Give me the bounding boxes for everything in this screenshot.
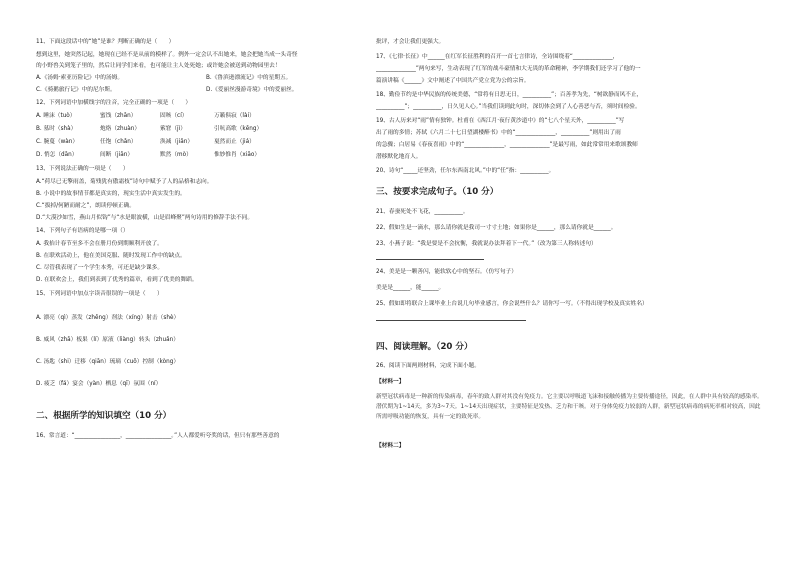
question-15: 15、下列词语中加点字读音很误的一项是（ ） [36,291,163,297]
answer-line[interactable] [376,320,526,321]
question-19-line-3: 的急骤；白居易《春夜喜雨》中的“______________，______________”是最写雨，如此常常用来歌颂教师 [376,142,638,148]
word: 涣减（jiǎn） [160,139,194,145]
question-12: 12、下列词语中加横线字的注音，完全正确的一项是（ ） [36,100,192,106]
question-12-option-d[interactable] [36,151,376,160]
word: 蜜饯（zhān） [100,113,137,119]
word: 惟妙惟肖（xiāo） [214,152,261,158]
question-24: 24、美是是一颗善闪，能软软心中的坚石。（仿写句子） [376,269,517,275]
word: B. 墓时（shà） [36,126,77,132]
word: 萦窘（jì） [160,126,186,132]
question-19-line-4: 潜移默化地育人。 [376,154,422,160]
question-14-option-b[interactable]: B. 在联欢活动上，他在美国克服、随时发现工作中的缺点。 [36,253,186,259]
question-15-option-b[interactable]: B. 威风（zhā）板果（lí）原液（liàng）转头（zhuǎn） [36,337,179,343]
question-11-passage-line-2: 的小野兽关到笼子里的，然后让同学们来看，也可能让主人处死她；或许她会被送到动物园里去！ [36,63,281,69]
section-2-heading: 二、根据所学的知识填空（10 分） [36,411,172,421]
material-1-text: 新型冠状病毒是一种新的传染病毒，春年的致人群对其没有免疫力。它主要以呼吸道飞沫和接触传播为主要传播途径，因此，在人群中具有较高的感染率。潜伏期为1~14天，多为3~7天。1~14天出现症状，主要特征是发热、乏力和干咳。对于身体免疫力较弱的人群，新型冠状病毒的病死率相对较高，因此所需呼吸功能的恢复，具有一定的致死率。 [376,394,763,420]
question-14-option-c[interactable]: C. 尽管我表现了一个学生本秀，可还是缺少课多。 [36,265,164,271]
section-3-heading: 三、按要求完成句子。（10 分） [376,187,499,197]
question-12-option-b[interactable] [36,125,376,134]
question-16: 16、常言道：“________________，________________。”人人都爱听夸奖的话，但只有那些善意的 [36,433,280,439]
word: 固咳（cí） [160,113,188,119]
word: 间断（jiān） [100,152,134,158]
question-12-option-a[interactable] [36,112,376,121]
word: 炮烙（zhuàn） [100,126,141,132]
question-18-line-2: __________”；__________，日久见人心。”当我们读到此句时，深切体会到了人心善恶与否，须时间检验。 [376,104,641,110]
question-13-option-a[interactable]: A.“荷尽已无擎雨盖，菊残犹有傲霜枝”诗句中赋予了人的品格和志向。 [36,179,213,185]
question-13-option-c[interactable]: C.“拔掉/何陋而耐之”，朗读停顿正确。 [36,203,135,209]
question-26: 26、阅读下面两则材料，完成下面小题。 [376,363,480,369]
word: C. 腕蔓（wàn） [36,139,79,145]
question-25: 25、假如即将联合上课毕业上台说几句毕业感言，你会说些什么？请你写一写。（不得出现学校及真实姓名） [376,301,648,307]
question-14-option-d[interactable]: D. 在联欢会上，我们到表到了优秀的篇章，看到了优美的舞蹈。 [36,277,198,283]
question-15-option-d[interactable]: D. 疲乏（fá）宴会（yàn）栖息（qī）氛围（ní） [36,381,162,387]
option-c[interactable]: C.《骑鹅旅行记》中的尼尔斯。 [36,87,116,93]
answer-line[interactable] [376,259,484,260]
word: 默然（mò） [160,152,192,158]
question-15-option-a[interactable]: A. 漂亮（qì）蒸发（zhēng）剂法（xíng）射击（shè） [36,315,180,321]
question-14: 14、下列句子有语病的是哪一项（） [36,228,129,234]
question-17-line-1: 17、《七律·长征》中______在红军长征胜利的召开一首七言律诗，全诗围绕着“______________， [376,54,619,60]
question-23: 23、小燕子说：“我是要是不会抗衡，我就说办法拜着下一代。”（改为第三人称转述句） [376,241,597,247]
question-12-option-c[interactable] [36,138,376,147]
question-11-passage-line-1: 想到这里，她突然记起，她现在已经不是从前的模样了。例外一定会认不出她来，她会把她当成一头奇怪 [36,52,298,58]
word: 引吭高歌（kēng） [214,126,263,132]
material-2-label: 【材料二】 [376,443,405,449]
question-14-option-a[interactable]: A. 我抬计春节至多不会在册月份到期顺利开放了。 [36,241,163,247]
word: 万籁俱寂（lài） [214,113,255,119]
question-15-option-c[interactable]: C. 汤匙（shi）迁移（qiān）琉璃（cuō）控制（kòng） [36,359,180,365]
question-19-line-1: 19、古人历来对“雨”情有独钟。杜甫在《西江月·夜行黄沙道中》的“七八个星天外，__________”写 [376,118,625,124]
question-11-options-row-1 [36,74,376,83]
word: A. 睡沫（tuò） [36,113,76,119]
word: 戛然而止（jiá） [214,139,255,145]
option-a[interactable]: A.《汤姆·索亚历险记》中的汤姆。 [36,75,124,81]
option-d[interactable]: D.《爱丽丝漫游奇境》中的爱丽丝。 [206,87,298,93]
material-1-label: 【材料一】 [376,379,405,385]
question-17-line-3: 篇演讲稿《______》文中阐述了中国共产党立党为公的宗旨。 [376,78,530,84]
question-13: 13、下列说法正确的一项是（ ） [36,166,129,172]
question-24-template: 美是是______，能______。 [376,285,445,291]
question-20: 20、诗句“_____还坚劲，任尔东西南北风。”中的“任”指：__________。 [376,168,555,174]
question-22: 22、假如生是一滴水，那么请你就是我司一寸寸土地；如果你是______，那么请你就是______。 [376,225,617,231]
question-18-line-1: 18、勤俭节约是中华民族的传统美德，“常将有日思无日，__________”；百善孝为先，“树欲静而风不止， [376,92,643,98]
question-21: 21、春蚕死处不飞花，__________。 [376,209,469,215]
word: 任饱（chǎn） [100,139,137,145]
question-16-continued: 批评，才会让我们更强大。 [376,39,445,45]
option-b[interactable]: B.《鲁滨逊漂流记》中的星期五。 [206,75,292,81]
section-4-heading: 四、阅读理解。（20 分） [376,342,473,352]
question-11: 11、下面这段话中的“她”是谁？判断正确的是（ ） [36,39,175,45]
question-11-options-row-2 [36,86,376,95]
word: D. 悄怎（dān） [36,152,78,158]
question-13-option-d[interactable]: D.“大漠沙如雪，燕山月似钩”与“水是眼波横，山是眉峰聚”两句诗用的修辞手法不同。 [36,215,254,221]
question-19-line-2: 出了雨的多情；苏轼《六月二十七日望湖楼醉书》中的“______________，__________”则用出了雨 [376,130,621,136]
question-17-line-2: ______________”两句来写，生动表现了红军的战斗豪情和大无畏的革命精神，李学期我们还学习了他的一 [376,66,641,72]
question-13-option-b[interactable]: B. 小说中的故事情节都是真实的，现实生活中真实发生的。 [36,191,186,197]
